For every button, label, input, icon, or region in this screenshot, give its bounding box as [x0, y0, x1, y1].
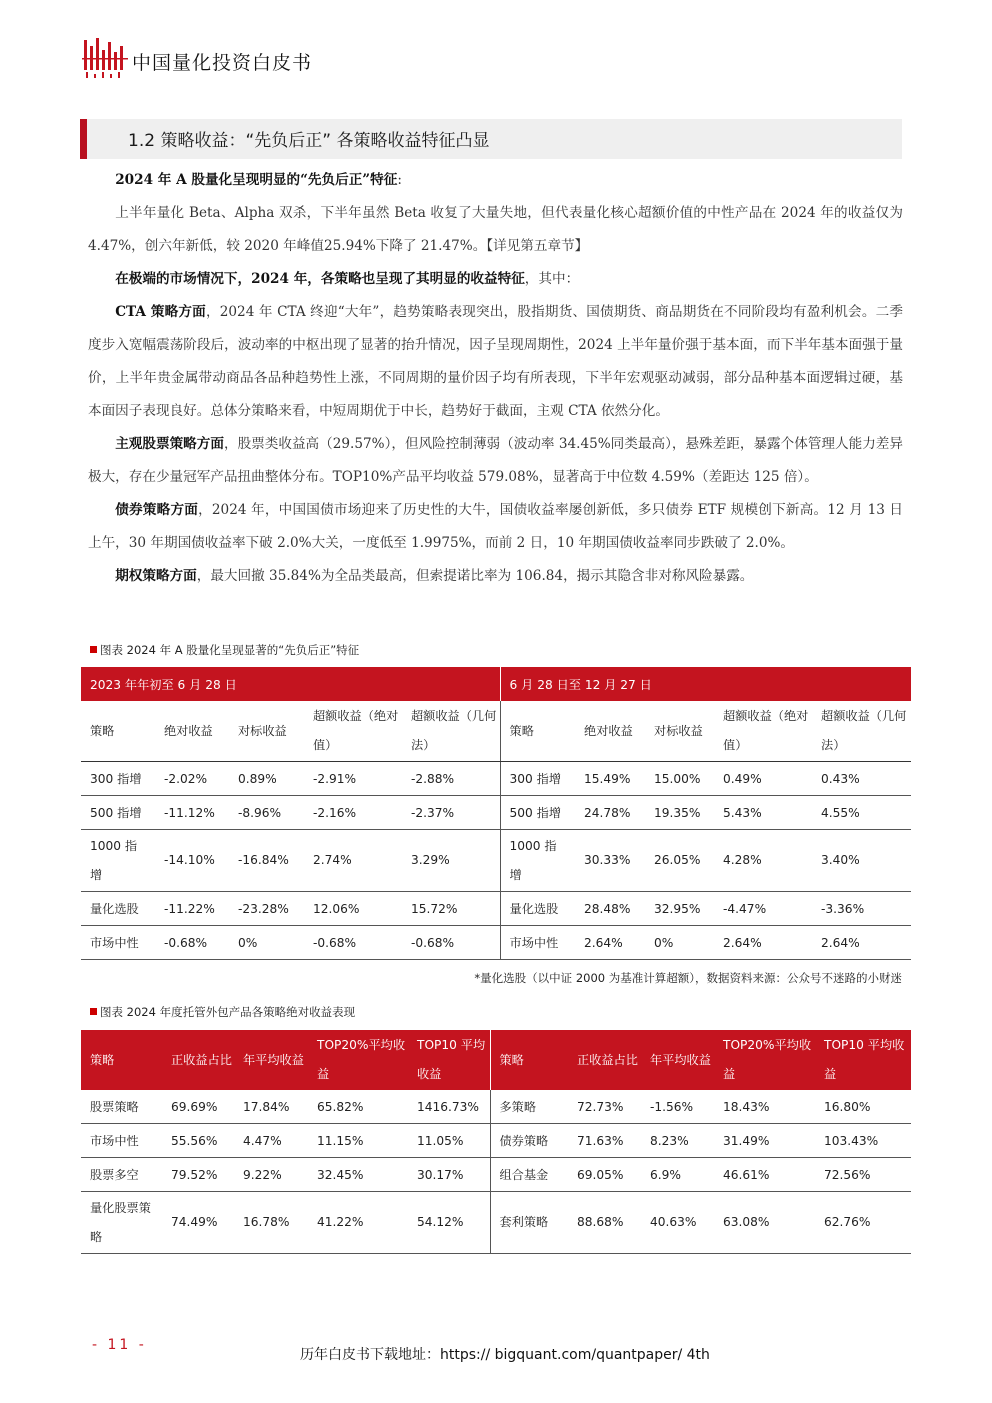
p3-rest: ，2024 年 CTA 终迎“大年”，趋势策略表现突出，股指期货、国债期货、商品期货在不同阶段均有盈利机会。二季度步入宽幅震荡阶段后，波动率的中枢出现了显著的抬升情况，因子呈现周期性，2024 上半年量价强于基本面，而下半年基本面强于量价，上半年贵金属带动商品各品种趋势性上涨，不同周期的量价因子均有所表现，下半年宏观驱动减弱，部分品种基本面逻辑过硬，基本面因子表现良好。总体分策略来看，中短周期优于中长，趋势好于截面，主观 CTA 依然分化。	[88, 304, 903, 419]
cell: 32.95%	[645, 892, 714, 926]
intro-line	[88, 164, 903, 197]
cell: 2.64%	[714, 926, 812, 960]
cell: 量化选股	[500, 892, 575, 926]
cell: 30.17%	[408, 1158, 490, 1192]
col-header: TOP10 平均收益	[815, 1030, 911, 1090]
cell: 1000 指增	[500, 830, 575, 892]
cell: 股票策略	[81, 1090, 162, 1124]
cell: 市场中性	[81, 926, 155, 960]
cell: 债券策略	[490, 1124, 568, 1158]
figure-2-table	[81, 1030, 911, 1254]
table-row	[81, 1090, 911, 1124]
cell: 4.28%	[714, 830, 812, 892]
cell: 30.33%	[575, 830, 645, 892]
col-header: 超额收益（绝对值）	[304, 701, 402, 762]
cell: 69.05%	[568, 1158, 641, 1192]
cell: 市场中性	[81, 1124, 162, 1158]
cell: 2.74%	[304, 830, 402, 892]
cell: -2.91%	[304, 762, 402, 796]
cell: 32.45%	[308, 1158, 408, 1192]
section-title: 1.2 策略收益：“先负后正” 各策略收益特征凸显	[128, 131, 490, 151]
col-header: 策略	[81, 1030, 162, 1090]
cell: 0.49%	[714, 762, 812, 796]
cell: 69.69%	[162, 1090, 234, 1124]
cell: 组合基金	[490, 1158, 568, 1192]
cell: 15.72%	[402, 892, 500, 926]
cell: 74.49%	[162, 1192, 234, 1254]
cell: 88.68%	[568, 1192, 641, 1254]
cell: 3.40%	[812, 830, 911, 892]
document-title: 中国量化投资白皮书	[132, 52, 313, 74]
col-header: TOP10 平均收益	[408, 1030, 490, 1090]
table-row	[81, 762, 911, 796]
paragraph-option	[88, 560, 903, 593]
cell: -4.47%	[714, 892, 812, 926]
col-header: 策略	[500, 701, 575, 762]
cell: -2.37%	[402, 796, 500, 830]
cell: -23.28%	[229, 892, 304, 926]
cell: 3.29%	[402, 830, 500, 892]
cell: 31.49%	[714, 1124, 815, 1158]
paragraph-1: 上半年量化 Beta、Alpha 双杀，下半年虽然 Beta 收复了大量失地，但代表量化核心超额价值的中性产品在 2024 年的收益仅为 4.47%，创六年新低，较 2020 年峰值25.94%下降了 21.47%。【详见第五章节】	[88, 205, 903, 254]
intro-colon: :	[397, 172, 402, 188]
p4-rest: ，股票类收益高（29.57%），但风险控制薄弱（波动率 34.45%同类最高），悬殊差距，暴露个体管理人能力差异极大，存在少量冠军产品扭曲整体分布。TOP10%产品平均收益 579.08%，显著高于中位数 4.59%（差距达 125 倍）。	[88, 436, 904, 485]
p2-rest: ，其中：	[524, 271, 580, 287]
cell: -3.36%	[812, 892, 911, 926]
cell: -0.68%	[155, 926, 229, 960]
col-header: 年平均收益	[641, 1030, 714, 1090]
cell: 15.00%	[645, 762, 714, 796]
cell: 72.73%	[568, 1090, 641, 1124]
cell: 103.43%	[815, 1124, 911, 1158]
caption-square-icon	[90, 646, 97, 653]
cell: 46.61%	[714, 1158, 815, 1192]
cell: 12.06%	[304, 892, 402, 926]
cell: 71.63%	[568, 1124, 641, 1158]
figure-1-table	[81, 667, 911, 960]
table-row	[81, 1124, 911, 1158]
cell: -2.16%	[304, 796, 402, 830]
p4-bold: 主观股票策略方面	[115, 436, 224, 452]
col-header: TOP20%平均收益	[308, 1030, 408, 1090]
cell: 0.89%	[229, 762, 304, 796]
download-link[interactable]: 历年白皮书下载地址：https:// bigquant.com/quantpaper/ 4th	[300, 1347, 710, 1363]
cell: 500 指增	[81, 796, 155, 830]
table-row	[81, 830, 911, 892]
figure-2-caption-text: 图表 2024 年度托管外包产品各策略绝对收益表现	[100, 1005, 356, 1019]
col-header: 超额收益（绝对值）	[714, 701, 812, 762]
cell: -1.56%	[641, 1090, 714, 1124]
cell: 62.76%	[815, 1192, 911, 1254]
cell: 4.55%	[812, 796, 911, 830]
cell: 15.49%	[575, 762, 645, 796]
cell: 0%	[229, 926, 304, 960]
cell: 0.43%	[812, 762, 911, 796]
cell: 300 指增	[500, 762, 575, 796]
p5-rest: ，2024 年，中国国债市场迎来了历史性的大牛，国债收益率屡创新低，多只债券 ETF 规模创下新高。12 月 13 日上午，30 年期国债收益率下破 2.0%大关，一度低至 1.9975%，而前 2 日，10 年期国债收益率同步跌破了 2.0%。	[88, 502, 904, 551]
paragraph-2	[88, 263, 903, 296]
figure-2-caption	[90, 1004, 355, 1020]
period-header-row	[81, 667, 911, 701]
cell: 1000 指增	[81, 830, 155, 892]
table-row	[81, 926, 911, 960]
cell: 5.43%	[714, 796, 812, 830]
cell: 65.82%	[308, 1090, 408, 1124]
col-header: 绝对收益	[155, 701, 229, 762]
cell: 8.23%	[641, 1124, 714, 1158]
cell: 40.63%	[641, 1192, 714, 1254]
intro-bold: 2024 年 A 股量化呈现明显的“先负后正”特征	[115, 172, 398, 188]
cell: 26.05%	[645, 830, 714, 892]
p2-bold: 在极端的市场情况下，2024 年，各策略也呈现了其明显的收益特征	[115, 271, 525, 287]
period-right: 6 月 28 日至 12 月 27 日	[500, 667, 911, 701]
figure-1-caption-text: 图表 2024 年 A 股量化呈现显著的“先负后正”特征	[100, 643, 360, 657]
cell: 500 指增	[500, 796, 575, 830]
cell: 11.15%	[308, 1124, 408, 1158]
col-header: 对标收益	[645, 701, 714, 762]
period-left: 2023 年年初至 6 月 28 日	[81, 667, 500, 701]
cell: 41.22%	[308, 1192, 408, 1254]
cell: -0.68%	[402, 926, 500, 960]
cell: -2.88%	[402, 762, 500, 796]
body-text	[88, 164, 903, 593]
table-row	[81, 1192, 911, 1254]
cell: 55.56%	[162, 1124, 234, 1158]
cell: 72.56%	[815, 1158, 911, 1192]
cell: 量化股票策略	[81, 1192, 162, 1254]
col-header: 超额收益（几何法）	[402, 701, 500, 762]
paragraph-cta	[88, 296, 903, 428]
cell: -8.96%	[229, 796, 304, 830]
figure-1-note: *量化选股（以中证 2000 为基准计算超额），数据资料来源：公众号不迷路的小财迷	[474, 971, 902, 985]
cell: 19.35%	[645, 796, 714, 830]
cell: 54.12%	[408, 1192, 490, 1254]
col-header: 对标收益	[229, 701, 304, 762]
cell: 300 指增	[81, 762, 155, 796]
paragraph-bond	[88, 494, 903, 560]
cell: 量化选股	[81, 892, 155, 926]
cell: -0.68%	[304, 926, 402, 960]
column-header-row	[81, 701, 911, 762]
cell: 1416.73%	[408, 1090, 490, 1124]
table-row	[81, 1158, 911, 1192]
cell: 24.78%	[575, 796, 645, 830]
cell: 2.64%	[812, 926, 911, 960]
cell: -2.02%	[155, 762, 229, 796]
cell: 9.22%	[234, 1158, 308, 1192]
section-heading-accent	[80, 119, 87, 159]
cell: 79.52%	[162, 1158, 234, 1192]
table-row	[81, 892, 911, 926]
cell: 市场中性	[500, 926, 575, 960]
col-header: 年平均收益	[234, 1030, 308, 1090]
cell: 16.78%	[234, 1192, 308, 1254]
col-header: 策略	[81, 701, 155, 762]
cell: 11.05%	[408, 1124, 490, 1158]
cell: -11.22%	[155, 892, 229, 926]
cell: 0%	[645, 926, 714, 960]
caption-square-icon	[90, 1008, 97, 1015]
p5-bold: 债券策略方面	[115, 502, 199, 518]
p6-bold: 期权策略方面	[115, 568, 197, 584]
cell: 63.08%	[714, 1192, 815, 1254]
cell: -11.12%	[155, 796, 229, 830]
table-row	[81, 796, 911, 830]
cell: 6.9%	[641, 1158, 714, 1192]
col-header: 超额收益（几何法）	[812, 701, 911, 762]
cell: -16.84%	[229, 830, 304, 892]
cell: 28.48%	[575, 892, 645, 926]
figure-1-caption	[90, 642, 359, 658]
col-header: TOP20%平均收益	[714, 1030, 815, 1090]
paragraph-stock	[88, 428, 903, 494]
cell: 套利策略	[490, 1192, 568, 1254]
column-header-row	[81, 1030, 911, 1090]
cell: -14.10%	[155, 830, 229, 892]
col-header: 策略	[490, 1030, 568, 1090]
cell: 股票多空	[81, 1158, 162, 1192]
cell: 18.43%	[714, 1090, 815, 1124]
p3-bold: CTA 策略方面	[115, 304, 206, 320]
col-header: 绝对收益	[575, 701, 645, 762]
page-number: - 11 -	[92, 1337, 147, 1353]
p6-rest: ，最大回撤 35.84%为全品类最高，但索提诺比率为 106.84，揭示其隐含非对称风险暴露。	[196, 568, 754, 584]
cell: 16.80%	[815, 1090, 911, 1124]
col-header: 正收益占比	[162, 1030, 234, 1090]
cell: 17.84%	[234, 1090, 308, 1124]
col-header: 正收益占比	[568, 1030, 641, 1090]
logo-icon	[82, 36, 130, 80]
cell: 多策略	[490, 1090, 568, 1124]
cell: 2.64%	[575, 926, 645, 960]
cell: 4.47%	[234, 1124, 308, 1158]
